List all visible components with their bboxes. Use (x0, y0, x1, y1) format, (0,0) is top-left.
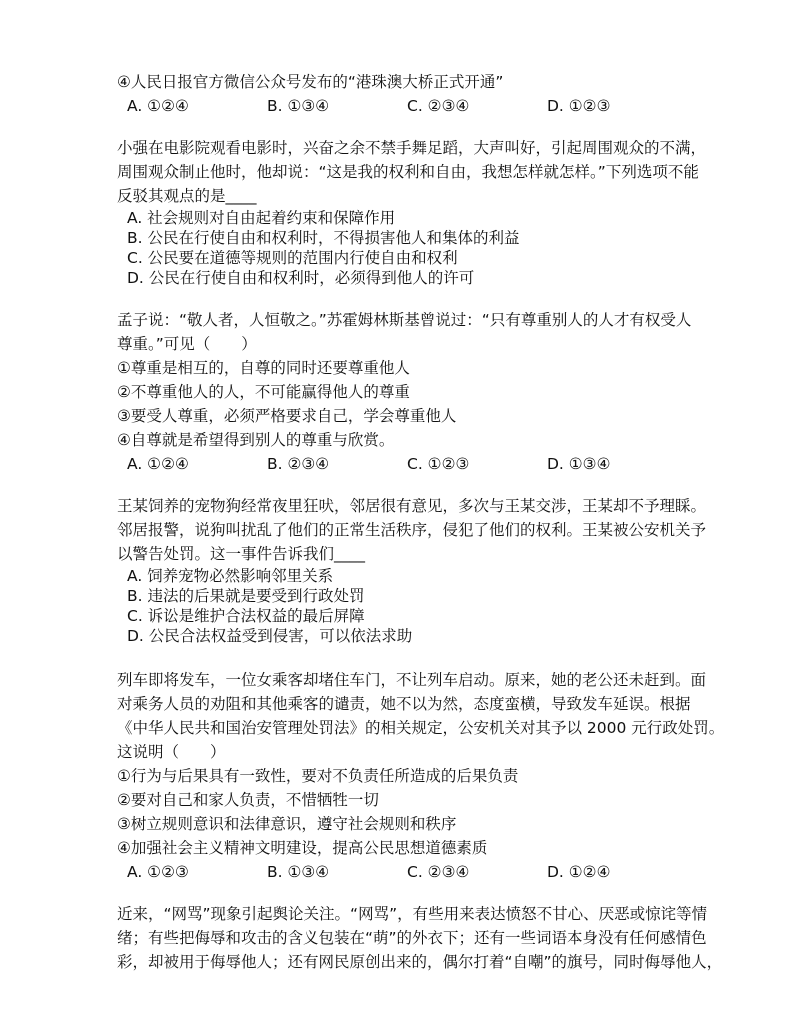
stem-line: 反驳其观点的是____ (117, 187, 257, 205)
item-1: ①尊重是相互的，自尊的同时还要尊重他人 (117, 359, 410, 377)
options-row (117, 94, 717, 118)
question-prev (117, 70, 717, 118)
stem-line: 尊重。”可见（ ） (117, 335, 257, 353)
choice-d[interactable]: D. 公民合法权益受到侵害，可以依法求助 (127, 627, 413, 645)
item-3: ③树立规则意识和法律意识，遵守社会规则和秩序 (117, 815, 457, 833)
stem-line: 彩，却被用于侮辱他人；还有网民原创出来的，偶尔打着“自嘲”的旗号，同时侮辱他人， (117, 953, 723, 971)
option-c[interactable]: C. ②③④ (407, 97, 470, 115)
option-d[interactable]: D. ①②④ (547, 863, 611, 881)
choice-c[interactable]: C. 公民要在道德等规则的范围内行使自由和权利 (127, 249, 458, 267)
choice-c[interactable]: C. 诉讼是维护合法权益的最后屏障 (127, 607, 365, 625)
choice-b[interactable]: B. 违法的后果就是要受到行政处罚 (127, 587, 365, 605)
stem-line: 王某饲养的宠物狗经常夜里狂吠，邻居很有意见，多次与王某交涉，王某却不予理睬。 (117, 497, 707, 515)
option-c[interactable]: C. ②③④ (407, 863, 470, 881)
exam-page (117, 70, 725, 988)
stem-line: 小强在电影院观看电影时，兴奋之余不禁手舞足蹈，大声叫好，引起周围观众的不满， (117, 139, 707, 157)
stem-line: 这说明（ ） (117, 743, 226, 761)
stem-line: 邻居报警，说狗叫扰乱了他们的正常生活秩序，侵犯了他们的权利。王某被公安机关予 (117, 521, 707, 539)
question-5 (117, 902, 723, 974)
item-1: ①行为与后果具有一致性，要对不负责任所造成的后果负责 (117, 767, 519, 785)
option-a[interactable]: A. ①②③ (127, 863, 189, 881)
question-4 (117, 668, 725, 884)
stem-line: 孟子说：“敬人者，人恒敬之。”苏霍姆林斯基曾说过：“只有尊重别人的人才有权受人 (117, 311, 692, 329)
question-1 (117, 136, 717, 288)
item-2: ②不尊重他人的人，不可能赢得他人的尊重 (117, 383, 410, 401)
item-4: ④自尊就是希望得到别人的尊重与欣赏。 (117, 431, 395, 449)
option-d[interactable]: D. ①③④ (547, 455, 611, 473)
stem-line: 对乘务人员的劝阻和其他乘客的谴责，她不以为然，态度蛮横，导致发车延误。根据 (117, 695, 691, 713)
item-3: ③要受人尊重，必须严格要求自己，学会尊重他人 (117, 407, 457, 425)
item-2: ②要对自己和家人负责，不惜牺牲一切 (117, 791, 379, 809)
options-row (117, 452, 717, 476)
item-4: ④加强社会主义精神文明建设，提高公民思想道德素质 (117, 839, 488, 857)
choice-b[interactable]: B. 公民在行使自由和权利时，不得损害他人和集体的利益 (127, 229, 520, 247)
option-a[interactable]: A. ①②④ (127, 97, 189, 115)
option-c[interactable]: C. ①②③ (407, 455, 470, 473)
option-b[interactable]: B. ②③④ (267, 455, 330, 473)
stem-line: 《中华人民共和国治安管理处罚法》的相关规定，公安机关对其予以 2000 元行政处罚。 (117, 719, 725, 737)
options-row (117, 860, 717, 884)
stem-line: 绪；有些把侮辱和攻击的含义包装在“萌”的外衣下；还有一些词语本身没有任何感情色 (117, 929, 707, 947)
option-b[interactable]: B. ①③④ (267, 97, 330, 115)
stem-line: 以警告处罚。这一事件告诉我们____ (117, 545, 366, 563)
choice-a[interactable]: A. 社会规则对自由起着约束和保障作用 (127, 209, 396, 227)
choice-d[interactable]: D. 公民在行使自由和权利时，必须得到他人的许可 (127, 269, 475, 287)
option-d[interactable]: D. ①②③ (547, 97, 611, 115)
stem-line: 周围观众制止他时，他却说：“这是我的权利和自由，我想怎样就怎样。”下列选项不能 (117, 163, 699, 181)
stem-line: 列车即将发车，一位女乘客却堵住车门，不让列车启动。原来，她的老公还未赶到。面 (117, 671, 707, 689)
question-2 (117, 308, 717, 476)
option-a[interactable]: A. ①②④ (127, 455, 189, 473)
stem-line: 近来，“网骂”现象引起舆论关注。“网骂”，有些用来表达愤怒不甘心、厌恶或惊诧等情 (117, 905, 708, 923)
question-3 (117, 494, 717, 646)
choice-a[interactable]: A. 饲养宠物必然影响邻里关系 (127, 567, 334, 585)
option-b[interactable]: B. ①③④ (267, 863, 330, 881)
item-4: ④人民日报官方微信公众号发布的“港珠澳大桥正式开通” (117, 73, 504, 91)
